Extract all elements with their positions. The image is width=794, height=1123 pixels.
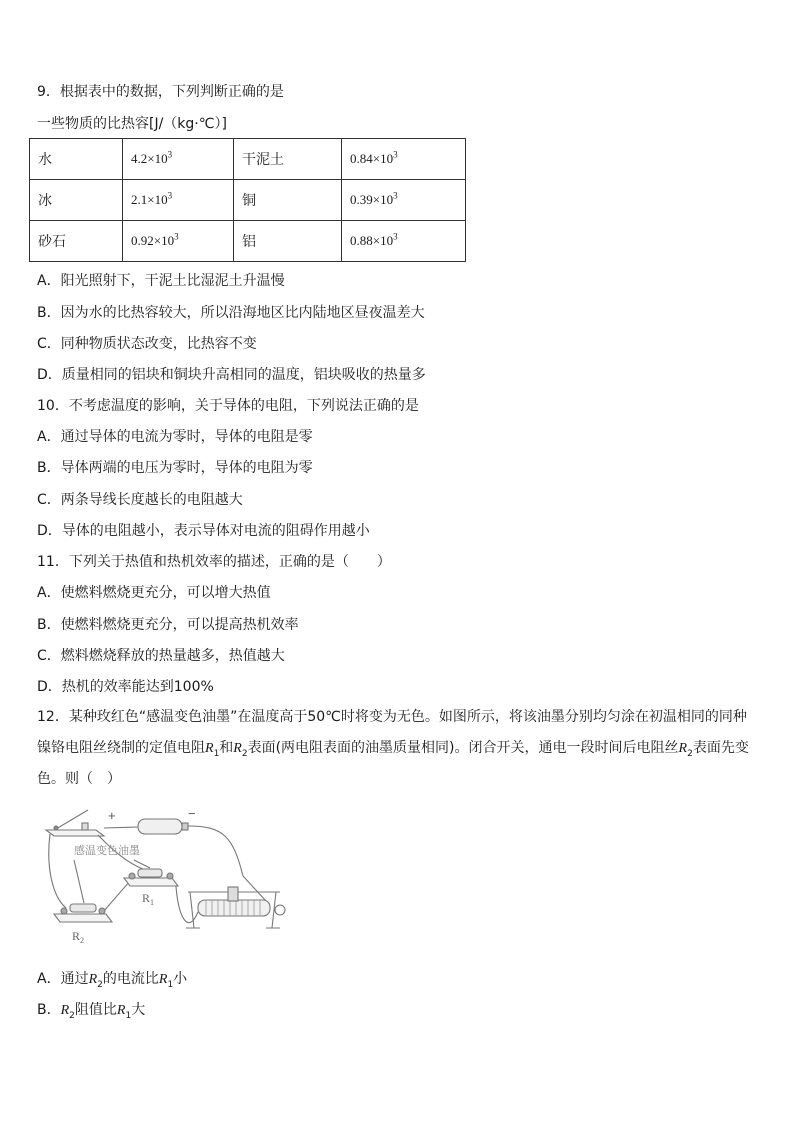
value-cell: $2.1\times 10^3$ — [123, 180, 234, 221]
q10-stem: 10．不考虑温度的影响，关于导体的电阻，下列说法正确的是 — [37, 398, 419, 414]
q10-option-c: C．两条导线长度越长的电阻越大 — [37, 492, 243, 508]
q9-option-b: B．因为水的比热容较大，所以沿海地区比内陆地区昼夜温差大 — [37, 305, 425, 321]
q11-option-a: A．使燃料燃烧更充分，可以增大热值 — [37, 585, 271, 601]
switch-base — [46, 830, 104, 836]
q12-stem: 12．某种玫红色“感温变色油墨”在温度高于50℃时将变为无色。如图所示，将该油墨分别均匀涂在初温相同的同种镍铬电阻丝绕制的定值电阻$R_1$和$R_2$表面(两电阻表面的油墨质量相同)。闭合开关，通电一段时间后电阻丝$R_2$表面先变色。则（ ） — [37, 709, 749, 787]
q10-option-b: B．导体两端的电压为零时，导体的电阻为零 — [37, 460, 313, 476]
rheostat-slider — [228, 887, 238, 901]
q10-option-d: D．导体的电阻越小，表示导体对电流的阻碍作用越小 — [37, 523, 370, 539]
r2-label: $R_2$ — [72, 929, 85, 945]
material-cell: 冰 — [30, 180, 123, 221]
wire — [188, 826, 266, 901]
q9-option-a: A．阳光照射下，干泥土比湿泥土升温慢 — [37, 273, 285, 289]
material-cell: 砂石 — [30, 221, 123, 262]
q11-stem: 11．下列关于热值和热机效率的描述，正确的是（ ） — [37, 554, 391, 570]
value-cell: $4.2\times 10^3$ — [123, 139, 234, 180]
value-cell: $0.39\times 10^3$ — [342, 180, 466, 221]
plus-sign: + — [108, 808, 116, 823]
q12-option-b: B．$R_2$阻值比$R_1$大 — [37, 1002, 146, 1021]
material-cell: 铝 — [234, 221, 342, 262]
q9-option-d: D．质量相同的铝块和铜块升高相同的温度，铝块吸收的热量多 — [37, 367, 426, 383]
r2-board — [54, 914, 112, 922]
ink-label: 感温变色油墨 — [74, 844, 140, 857]
battery — [138, 819, 182, 834]
q9-option-c: C．同种物质状态改变，比热容不变 — [37, 336, 257, 352]
rheostat-coil — [198, 900, 270, 916]
table-row — [30, 139, 466, 180]
minus-sign: − — [188, 806, 196, 821]
r1-label: $R_1$ — [142, 891, 155, 907]
r1-resistor — [138, 869, 162, 877]
specific-heat-table — [29, 138, 466, 262]
circuit-figure — [38, 806, 288, 948]
material-cell: 水 — [30, 139, 123, 180]
table-row — [30, 180, 466, 221]
wire — [103, 881, 130, 912]
value-cell: $0.84\times 10^3$ — [342, 139, 466, 180]
q9-stem: 9．根据表中的数据，下列判断正确的是 — [37, 84, 284, 100]
material-cell: 干泥土 — [234, 139, 342, 180]
q11-option-d: D．热机的效率能达到100% — [37, 679, 214, 695]
q9-table-title: 一些物质的比热容[J/（kg·℃）] — [37, 116, 227, 132]
material-cell: 铜 — [234, 180, 342, 221]
q10-option-a: A．通过导体的电流为零时，导体的电阻是零 — [37, 429, 313, 445]
q11-option-c: C．燃料燃烧释放的热量越多，热值越大 — [37, 648, 285, 664]
value-cell: $0.92\times 10^3$ — [123, 221, 234, 262]
value-cell: $0.88\times 10^3$ — [342, 221, 466, 262]
wire — [49, 834, 66, 908]
q11-option-b: B．使燃料燃烧更充分，可以提高热机效率 — [37, 617, 299, 633]
r2-resistor — [70, 904, 96, 912]
table-row — [30, 221, 466, 262]
q12-option-a: A．通过$R_2$的电流比$R_1$小 — [37, 971, 188, 990]
